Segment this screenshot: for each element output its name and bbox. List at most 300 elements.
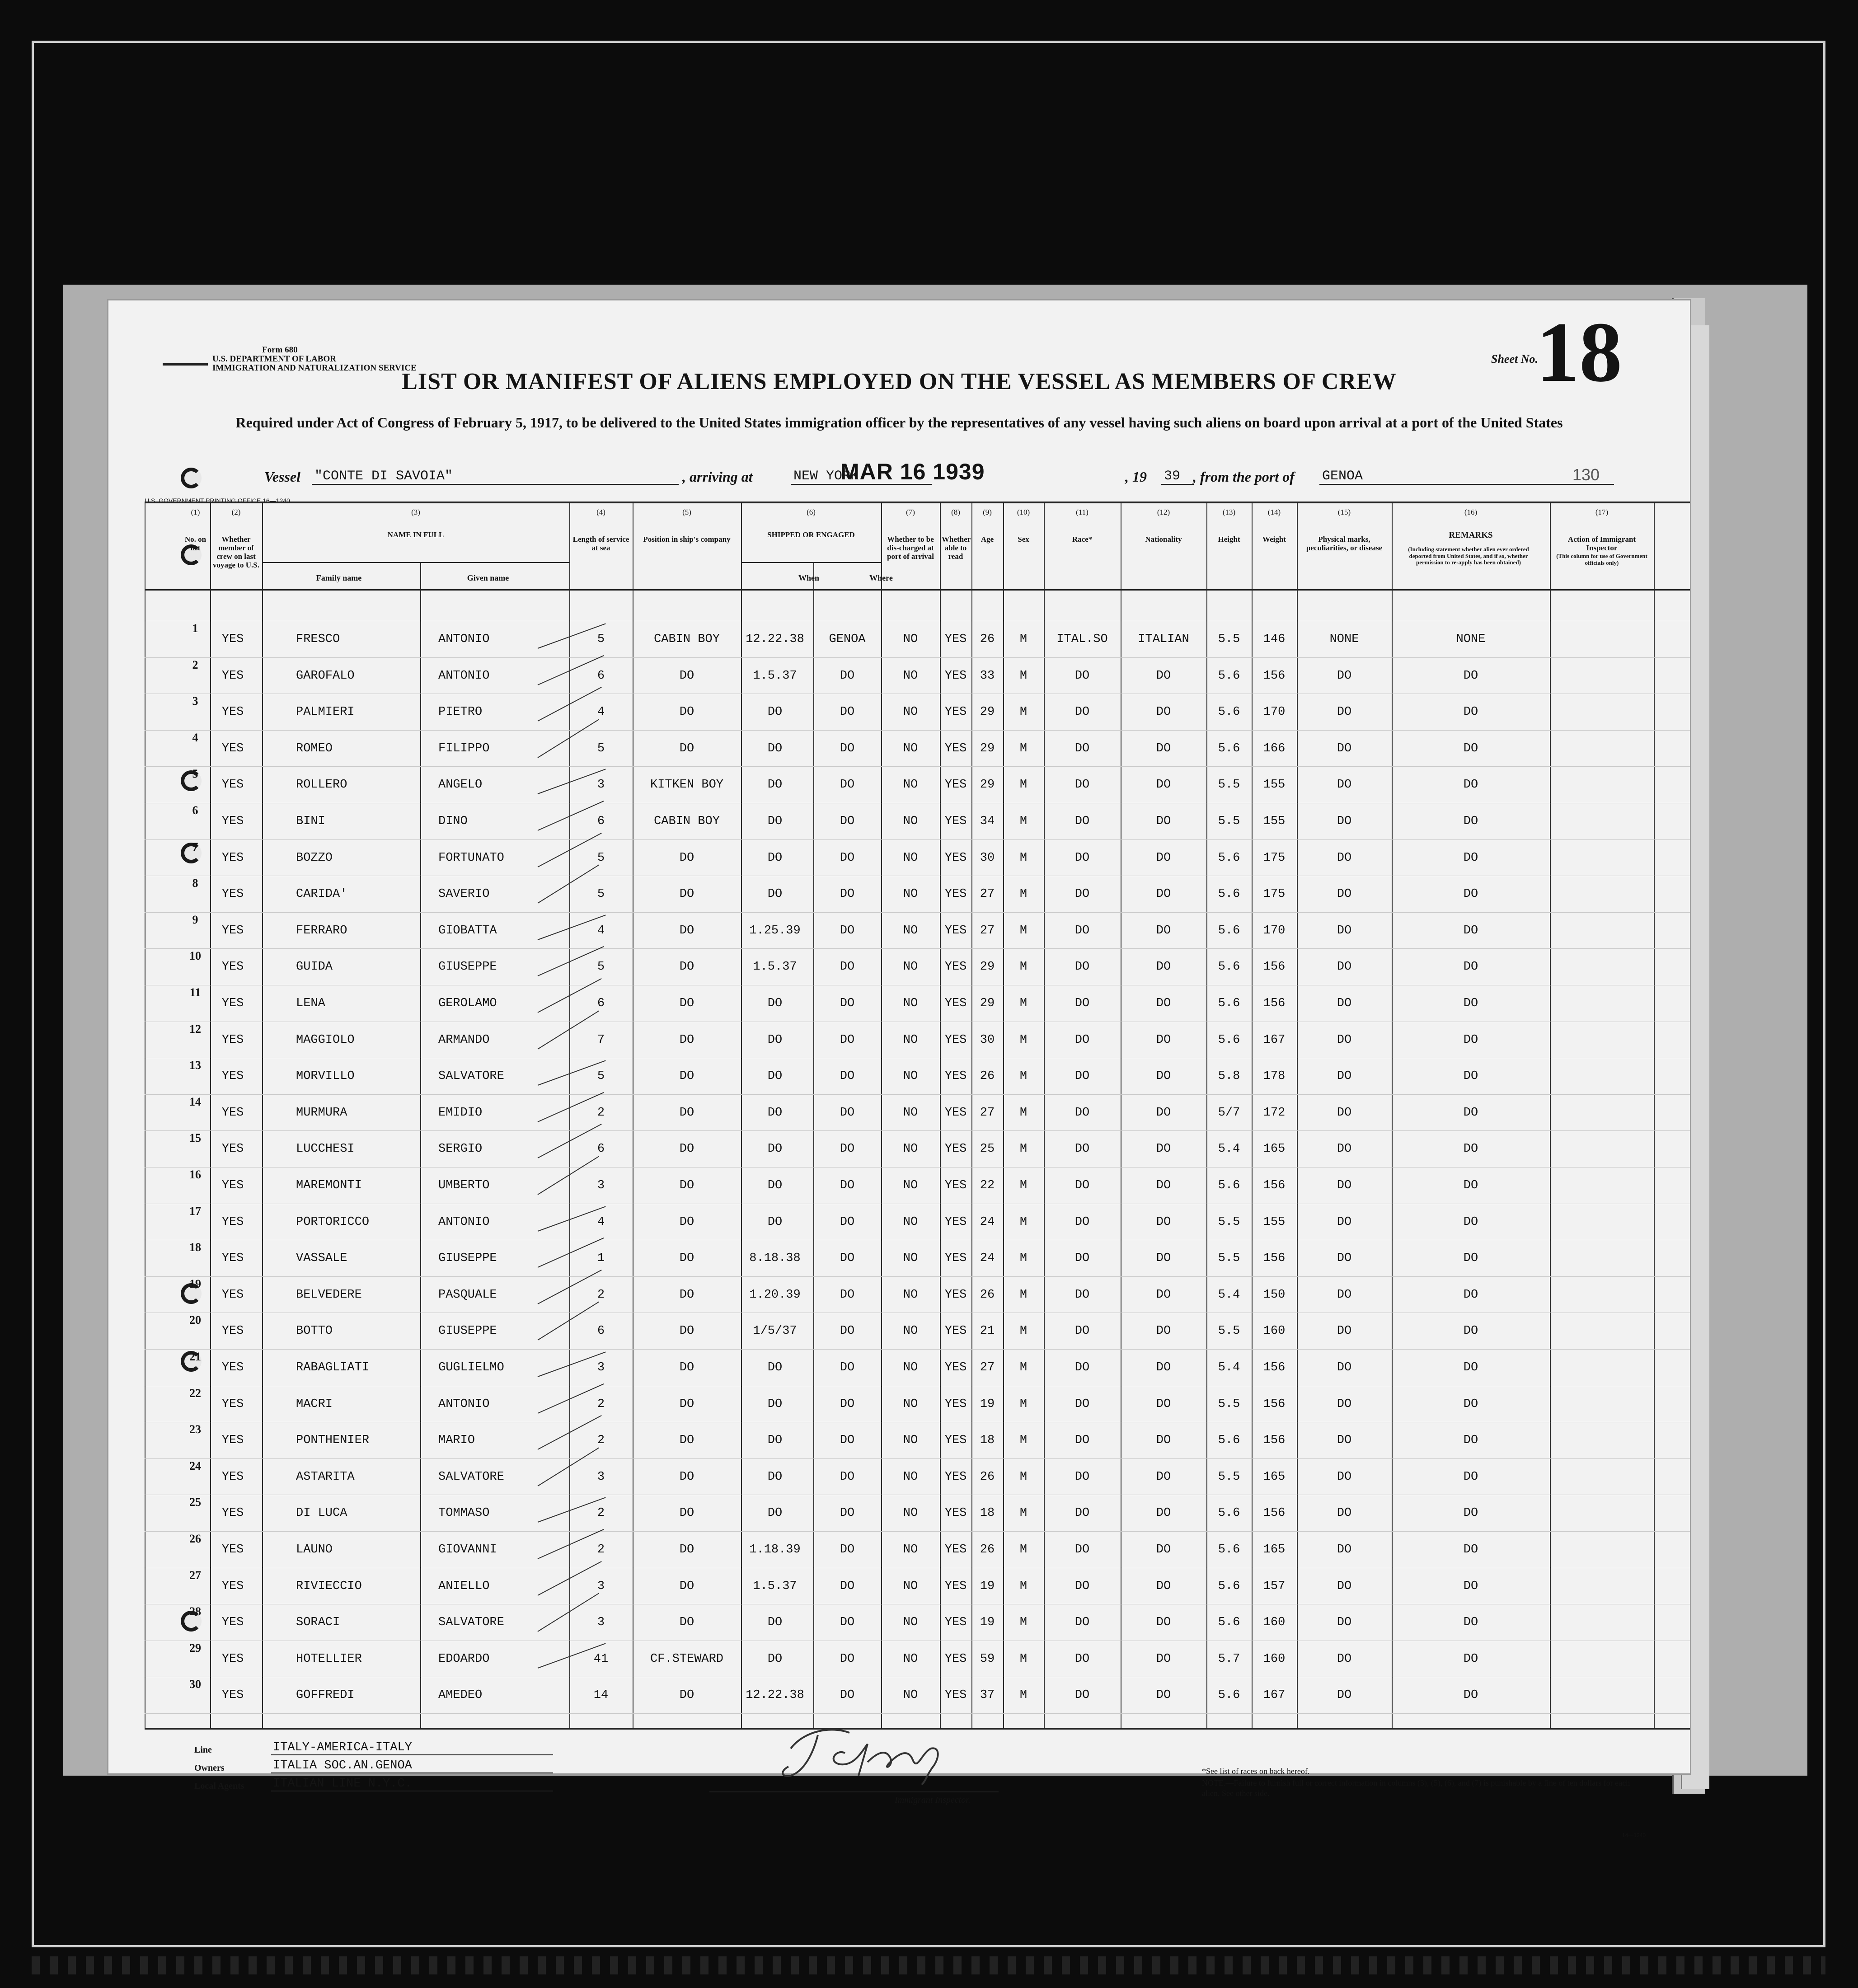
punch-hole bbox=[181, 468, 202, 488]
subheader-where: Where bbox=[869, 573, 893, 582]
cell-nationality: DO bbox=[1156, 1215, 1171, 1229]
cell-service: 7 bbox=[597, 1033, 605, 1047]
cell-prev: YES bbox=[221, 1470, 244, 1484]
cell-position: DO bbox=[679, 1579, 694, 1593]
cell-race: DO bbox=[1074, 1324, 1090, 1338]
cell-read: YES bbox=[944, 960, 967, 974]
cell-height: 5/7 bbox=[1218, 1106, 1240, 1120]
cell-family: MACRI bbox=[296, 1397, 333, 1411]
cell-weight: 160 bbox=[1263, 1616, 1286, 1630]
cell-nationality: DO bbox=[1156, 815, 1171, 828]
cell-marks: NONE bbox=[1329, 633, 1359, 646]
vessel-label: Vessel bbox=[264, 469, 300, 485]
cell-race: DO bbox=[1074, 705, 1090, 719]
cell-weight: 167 bbox=[1263, 1033, 1286, 1047]
cell-height: 5.6 bbox=[1218, 741, 1240, 755]
cell-weight: 155 bbox=[1263, 778, 1286, 792]
cell-weight: 156 bbox=[1263, 669, 1286, 683]
cell-nationality: DO bbox=[1156, 1434, 1171, 1448]
cell-given: EMIDIO bbox=[438, 1106, 483, 1120]
cell-weight: 156 bbox=[1263, 1252, 1286, 1266]
penalty-note: NOTE.—Failure to furnish full or correct information in columns (3), (5), (6), and (7) is punishable by a fine of ten dollars for each alien. See other side. bbox=[1202, 1778, 1630, 1798]
column-header: NAME IN FULL bbox=[387, 530, 444, 539]
cell-service: 6 bbox=[597, 815, 605, 828]
cell-given: FORTUNATO bbox=[438, 851, 504, 865]
cell-when: DO bbox=[767, 1215, 783, 1229]
cell-race: DO bbox=[1074, 1543, 1090, 1557]
cell-marks: DO bbox=[1337, 1069, 1352, 1083]
cell-sex: M bbox=[1019, 1288, 1028, 1302]
cell-read: YES bbox=[944, 1252, 967, 1266]
cell-race: DO bbox=[1074, 1179, 1090, 1192]
cell-service: 6 bbox=[597, 1324, 605, 1338]
cell-prev: YES bbox=[221, 1179, 244, 1192]
departure-port: GENOA bbox=[1319, 469, 1614, 485]
cell-nationality: DO bbox=[1156, 1324, 1171, 1338]
row-number: 23 bbox=[189, 1423, 201, 1436]
cell-remarks: DO bbox=[1463, 1652, 1478, 1666]
cell-age: 18 bbox=[980, 1434, 995, 1448]
cell-age: 19 bbox=[980, 1579, 995, 1593]
cell-discharged: NO bbox=[903, 997, 918, 1010]
cell-when: DO bbox=[767, 778, 783, 792]
cell-race: DO bbox=[1074, 997, 1090, 1010]
cell-position: DO bbox=[679, 997, 694, 1010]
cell-read: YES bbox=[944, 815, 967, 828]
cell-weight: 155 bbox=[1263, 1215, 1286, 1229]
cell-given: GUGLIELMO bbox=[438, 1361, 504, 1374]
cell-given: MARIO bbox=[438, 1434, 475, 1448]
cell-discharged: NO bbox=[903, 741, 918, 755]
column-header: Sex bbox=[1018, 535, 1029, 544]
cell-where: GENOA bbox=[829, 633, 866, 646]
cell-marks: DO bbox=[1337, 1543, 1352, 1557]
cell-sex: M bbox=[1019, 1579, 1028, 1593]
cell-given: GIOVANNI bbox=[438, 1543, 497, 1557]
column-rule bbox=[1392, 503, 1393, 1728]
service: IMMIGRATION AND NATURALIZATION SERVICE bbox=[212, 363, 417, 373]
column-header: Age bbox=[981, 535, 994, 544]
column-rule bbox=[971, 503, 972, 1728]
cell-where: DO bbox=[840, 1397, 855, 1411]
cell-when: DO bbox=[767, 1397, 783, 1411]
cell-where: DO bbox=[840, 1434, 855, 1448]
row-number: 5 bbox=[192, 767, 198, 781]
cell-family: BINI bbox=[296, 815, 325, 828]
date-stamp: MAR 16 1939 bbox=[840, 459, 985, 484]
row-number: 17 bbox=[189, 1204, 201, 1218]
cell-position: DO bbox=[679, 1142, 694, 1156]
cell-marks: DO bbox=[1337, 924, 1352, 938]
cell-discharged: NO bbox=[903, 1288, 918, 1302]
cell-position: DO bbox=[679, 1470, 694, 1484]
cell-discharged: NO bbox=[903, 924, 918, 938]
subtitle: Required under Act of Congress of February 5, 1917, to be delivered to the United States immigration officer by the representatives of any vessel having such aliens on board upon arrival at a port of the United States bbox=[235, 414, 1563, 431]
row-number: 29 bbox=[189, 1641, 201, 1655]
cell-race: DO bbox=[1074, 1361, 1090, 1374]
cell-prev: YES bbox=[221, 705, 244, 719]
cell-sex: M bbox=[1019, 778, 1028, 792]
row-number: 11 bbox=[189, 986, 201, 999]
cell-age: 26 bbox=[980, 1069, 995, 1083]
cell-weight: 165 bbox=[1263, 1470, 1286, 1484]
row-rule bbox=[145, 839, 1690, 840]
cell-discharged: NO bbox=[903, 1616, 918, 1630]
cell-remarks: DO bbox=[1463, 741, 1478, 755]
cell-sex: M bbox=[1019, 851, 1028, 865]
cell-age: 26 bbox=[980, 1470, 995, 1484]
cell-service: 14 bbox=[593, 1688, 609, 1702]
cell-race: DO bbox=[1074, 960, 1090, 974]
year: 39 bbox=[1161, 469, 1194, 485]
cell-height: 5.8 bbox=[1218, 1069, 1240, 1083]
column-rule bbox=[420, 562, 421, 1728]
page-title: LIST OR MANIFEST OF ALIENS EMPLOYED ON THE VESSEL AS MEMBERS OF CREW bbox=[402, 369, 1397, 394]
cell-position: DO bbox=[679, 1397, 694, 1411]
cell-sex: M bbox=[1019, 1069, 1028, 1083]
cell-discharged: NO bbox=[903, 1215, 918, 1229]
cell-race: DO bbox=[1074, 1397, 1090, 1411]
row-number: 3 bbox=[192, 694, 198, 708]
cell-height: 5.4 bbox=[1218, 1361, 1240, 1374]
cell-age: 26 bbox=[980, 1543, 995, 1557]
cell-weight: 156 bbox=[1263, 1397, 1286, 1411]
cell-marks: DO bbox=[1337, 1616, 1352, 1630]
subheader-rule bbox=[262, 562, 569, 563]
cell-sex: M bbox=[1019, 1688, 1028, 1702]
cell-when: DO bbox=[767, 1069, 783, 1083]
cell-height: 5.6 bbox=[1218, 924, 1240, 938]
cell-weight: 170 bbox=[1263, 705, 1286, 719]
cell-age: 19 bbox=[980, 1397, 995, 1411]
cell-discharged: NO bbox=[903, 1688, 918, 1702]
cell-marks: DO bbox=[1337, 1397, 1352, 1411]
cell-where: DO bbox=[840, 851, 855, 865]
cell-prev: YES bbox=[221, 1324, 244, 1338]
cell-where: DO bbox=[840, 924, 855, 938]
cell-discharged: NO bbox=[903, 1470, 918, 1484]
cell-sex: M bbox=[1019, 1470, 1028, 1484]
cell-discharged: NO bbox=[903, 1252, 918, 1266]
cell-position: DO bbox=[679, 741, 694, 755]
subheader-when: When bbox=[798, 573, 819, 582]
column-rule bbox=[741, 503, 742, 1728]
cell-marks: DO bbox=[1337, 851, 1352, 865]
pencil-note: 130 bbox=[1572, 465, 1600, 484]
cell-height: 5.6 bbox=[1218, 705, 1240, 719]
cell-nationality: DO bbox=[1156, 1688, 1171, 1702]
cell-read: YES bbox=[944, 669, 967, 683]
cell-nationality: DO bbox=[1156, 1579, 1171, 1593]
cell-sex: M bbox=[1019, 1361, 1028, 1374]
column-header: Race* bbox=[1072, 535, 1093, 544]
cell-family: MURMURA bbox=[296, 1106, 347, 1120]
cell-race: DO bbox=[1074, 851, 1090, 865]
row-number: 7 bbox=[192, 840, 198, 853]
cell-read: YES bbox=[944, 1506, 967, 1520]
cell-family: GOFFREDI bbox=[296, 1688, 355, 1702]
cell-service: 2 bbox=[597, 1543, 605, 1557]
cell-read: YES bbox=[944, 1543, 967, 1557]
cell-position: DO bbox=[679, 1288, 694, 1302]
cell-race: DO bbox=[1074, 1106, 1090, 1120]
cell-given: ANGELO bbox=[438, 778, 483, 792]
cell-weight: 175 bbox=[1263, 887, 1286, 901]
cell-when: 8.18.38 bbox=[749, 1252, 801, 1266]
cell-given: EDOARDO bbox=[438, 1652, 490, 1666]
cell-when: 1.18.39 bbox=[749, 1543, 801, 1557]
cell-prev: YES bbox=[221, 1397, 244, 1411]
cell-age: 27 bbox=[980, 1106, 995, 1120]
column-number: (12) bbox=[1157, 508, 1170, 516]
cell-height: 5.4 bbox=[1218, 1142, 1240, 1156]
cell-where: DO bbox=[840, 669, 855, 683]
cell-nationality: DO bbox=[1156, 741, 1171, 755]
cell-family: FERRARO bbox=[296, 924, 347, 938]
cell-race: ITAL.SO bbox=[1056, 633, 1108, 646]
cell-race: DO bbox=[1074, 815, 1090, 828]
pencil-tick bbox=[538, 946, 604, 976]
row-rule bbox=[145, 1531, 1690, 1532]
cell-nationality: DO bbox=[1156, 887, 1171, 901]
column-header: No. on list bbox=[184, 535, 206, 553]
cell-marks: DO bbox=[1337, 887, 1352, 901]
row-rule bbox=[145, 1276, 1690, 1277]
cell-position: DO bbox=[679, 1361, 694, 1374]
cell-marks: DO bbox=[1337, 1288, 1352, 1302]
cell-sex: M bbox=[1019, 1324, 1028, 1338]
cell-sex: M bbox=[1019, 924, 1028, 938]
cell-weight: 150 bbox=[1263, 1288, 1286, 1302]
cell-given: GEROLAMO bbox=[438, 997, 497, 1010]
cell-when: DO bbox=[767, 1033, 783, 1047]
cell-remarks: DO bbox=[1463, 887, 1478, 901]
column-rule bbox=[1550, 503, 1551, 1728]
cell-service: 4 bbox=[597, 924, 605, 938]
cell-nationality: DO bbox=[1156, 669, 1171, 683]
from-port-label: , from the port of bbox=[1193, 469, 1295, 485]
cell-race: DO bbox=[1074, 1434, 1090, 1448]
cell-sex: M bbox=[1019, 887, 1028, 901]
cell-prev: YES bbox=[221, 1434, 244, 1448]
cell-prev: YES bbox=[221, 1252, 244, 1266]
cell-nationality: DO bbox=[1156, 1397, 1171, 1411]
cell-where: DO bbox=[840, 1179, 855, 1192]
cell-age: 27 bbox=[980, 1361, 995, 1374]
cell-given: GIUSEPPE bbox=[438, 1324, 497, 1338]
column-header: Action of Immigrant Inspector bbox=[1567, 535, 1636, 553]
cell-nationality: DO bbox=[1156, 1652, 1171, 1666]
cell-family: LUCCHESI bbox=[296, 1142, 355, 1156]
cell-remarks: DO bbox=[1463, 1616, 1478, 1630]
cell-when: DO bbox=[767, 1142, 783, 1156]
cell-discharged: NO bbox=[903, 778, 918, 792]
row-rule bbox=[145, 657, 1690, 658]
cell-family: GUIDA bbox=[296, 960, 333, 974]
cell-remarks: DO bbox=[1463, 1361, 1478, 1374]
cell-remarks: DO bbox=[1463, 815, 1478, 828]
cell-age: 19 bbox=[980, 1616, 995, 1630]
column-number: (6) bbox=[807, 508, 816, 516]
row-number: 28 bbox=[189, 1605, 201, 1618]
cell-race: DO bbox=[1074, 1506, 1090, 1520]
column-rule bbox=[210, 503, 211, 1728]
cell-nationality: DO bbox=[1156, 778, 1171, 792]
cell-race: DO bbox=[1074, 1688, 1090, 1702]
cell-family: RABAGLIATI bbox=[296, 1361, 370, 1374]
cell-weight: 156 bbox=[1263, 960, 1286, 974]
row-rule bbox=[145, 948, 1690, 949]
column-header: Height bbox=[1218, 535, 1240, 544]
cell-given: ANTONIO bbox=[438, 633, 490, 646]
cell-family: FRESCO bbox=[296, 633, 340, 646]
cell-where: DO bbox=[840, 1652, 855, 1666]
cell-service: 3 bbox=[597, 1361, 605, 1374]
column-rule bbox=[1003, 503, 1004, 1728]
cell-where: DO bbox=[840, 1688, 855, 1702]
cell-height: 5.5 bbox=[1218, 815, 1240, 828]
cell-marks: DO bbox=[1337, 960, 1352, 974]
row-rule bbox=[145, 1713, 1690, 1714]
row-number: 21 bbox=[189, 1350, 201, 1363]
cell-marks: DO bbox=[1337, 669, 1352, 683]
line-label: Line bbox=[194, 1745, 212, 1755]
cell-family: PALMIERI bbox=[296, 705, 355, 719]
cell-age: 27 bbox=[980, 924, 995, 938]
cell-sex: M bbox=[1019, 1397, 1028, 1411]
cell-given: ARMANDO bbox=[438, 1033, 490, 1047]
subheader-rule bbox=[741, 562, 881, 563]
cell-prev: YES bbox=[221, 1106, 244, 1120]
cell-given: SALVATORE bbox=[438, 1470, 504, 1484]
local-agents-label: Local Agents bbox=[194, 1781, 244, 1791]
cell-discharged: NO bbox=[903, 1579, 918, 1593]
cell-discharged: NO bbox=[903, 1434, 918, 1448]
cell-when: DO bbox=[767, 741, 783, 755]
cell-family: LENA bbox=[296, 997, 325, 1010]
row-rule bbox=[145, 1458, 1690, 1459]
cell-prev: YES bbox=[221, 960, 244, 974]
column-rule bbox=[813, 562, 814, 1728]
cell-marks: DO bbox=[1337, 1579, 1352, 1593]
cell-read: YES bbox=[944, 1688, 967, 1702]
cell-marks: DO bbox=[1337, 815, 1352, 828]
cell-sex: M bbox=[1019, 1033, 1028, 1047]
row-number: 9 bbox=[192, 913, 198, 926]
cell-nationality: DO bbox=[1156, 924, 1171, 938]
cell-when: 1.5.37 bbox=[753, 960, 797, 974]
cell-read: YES bbox=[944, 924, 967, 938]
cell-nationality: DO bbox=[1156, 1288, 1171, 1302]
cell-discharged: NO bbox=[903, 1324, 918, 1338]
cell-prev: YES bbox=[221, 1069, 244, 1083]
cell-position: DO bbox=[679, 887, 694, 901]
cell-prev: YES bbox=[221, 997, 244, 1010]
cell-prev: YES bbox=[221, 1543, 244, 1557]
cell-remarks: DO bbox=[1463, 1179, 1478, 1192]
cell-remarks: DO bbox=[1463, 1106, 1478, 1120]
cell-marks: DO bbox=[1337, 1179, 1352, 1192]
cell-nationality: DO bbox=[1156, 1361, 1171, 1374]
row-number: 15 bbox=[189, 1131, 201, 1145]
cell-service: 2 bbox=[597, 1288, 605, 1302]
column-number: (14) bbox=[1267, 508, 1281, 516]
cell-weight: 175 bbox=[1263, 851, 1286, 865]
cell-family: RIVIECCIO bbox=[296, 1579, 362, 1593]
cell-weight: 156 bbox=[1263, 1179, 1286, 1192]
arriving-label: , arriving at bbox=[682, 469, 753, 485]
cell-remarks: DO bbox=[1463, 1033, 1478, 1047]
cell-position: DO bbox=[679, 924, 694, 938]
cell-position: DO bbox=[679, 851, 694, 865]
cell-service: 4 bbox=[597, 705, 605, 719]
row-rule bbox=[145, 766, 1690, 767]
cell-when: DO bbox=[767, 1652, 783, 1666]
cell-position: CABIN BOY bbox=[654, 815, 720, 828]
cell-remarks: DO bbox=[1463, 1543, 1478, 1557]
cell-family: HOTELLIER bbox=[296, 1652, 362, 1666]
cell-marks: DO bbox=[1337, 1434, 1352, 1448]
cell-where: DO bbox=[840, 1616, 855, 1630]
cell-marks: DO bbox=[1337, 1361, 1352, 1374]
cell-family: CARIDA' bbox=[296, 887, 347, 901]
column-rule bbox=[1654, 503, 1655, 1728]
cell-height: 5.6 bbox=[1218, 1543, 1240, 1557]
cell-family: ROLLERO bbox=[296, 778, 347, 792]
cell-when: DO bbox=[767, 851, 783, 865]
cell-prev: YES bbox=[221, 887, 244, 901]
cell-age: 18 bbox=[980, 1506, 995, 1520]
cell-read: YES bbox=[944, 997, 967, 1010]
cell-where: DO bbox=[840, 815, 855, 828]
cell-service: 2 bbox=[597, 1106, 605, 1120]
cell-weight: 178 bbox=[1263, 1069, 1286, 1083]
cell-remarks: DO bbox=[1463, 1288, 1478, 1302]
cell-height: 5.5 bbox=[1218, 1215, 1240, 1229]
cell-height: 5.5 bbox=[1218, 1324, 1240, 1338]
column-header: Physical marks, peculiarities, or disease bbox=[1306, 535, 1383, 553]
cell-service: 3 bbox=[597, 778, 605, 792]
cell-height: 5.6 bbox=[1218, 1179, 1240, 1192]
cell-where: DO bbox=[840, 960, 855, 974]
cell-weight: 156 bbox=[1263, 997, 1286, 1010]
cell-race: DO bbox=[1074, 1470, 1090, 1484]
pencil-tick bbox=[538, 1529, 604, 1559]
cell-given: ANTONIO bbox=[438, 1215, 490, 1229]
cell-race: DO bbox=[1074, 778, 1090, 792]
cell-weight: 172 bbox=[1263, 1106, 1286, 1120]
cell-race: DO bbox=[1074, 1616, 1090, 1630]
cell-weight: 160 bbox=[1263, 1324, 1286, 1338]
header-rule bbox=[145, 589, 1690, 591]
cell-sex: M bbox=[1019, 1652, 1028, 1666]
cell-nationality: DO bbox=[1156, 1506, 1171, 1520]
column-header: Whether member of crew on last voyage to U.S. bbox=[213, 535, 259, 570]
cell-given: SALVATORE bbox=[438, 1069, 504, 1083]
cell-sex: M bbox=[1019, 960, 1028, 974]
cell-nationality: ITALIAN bbox=[1138, 633, 1189, 646]
cell-discharged: NO bbox=[903, 1033, 918, 1047]
cell-when: DO bbox=[767, 887, 783, 901]
cell-position: DO bbox=[679, 1434, 694, 1448]
row-number: 6 bbox=[192, 804, 198, 817]
cell-height: 5.6 bbox=[1218, 1506, 1240, 1520]
cell-marks: DO bbox=[1337, 1106, 1352, 1120]
cell-age: 29 bbox=[980, 778, 995, 792]
cell-where: DO bbox=[840, 1543, 855, 1557]
cell-race: DO bbox=[1074, 1033, 1090, 1047]
cell-position: DO bbox=[679, 1688, 694, 1702]
